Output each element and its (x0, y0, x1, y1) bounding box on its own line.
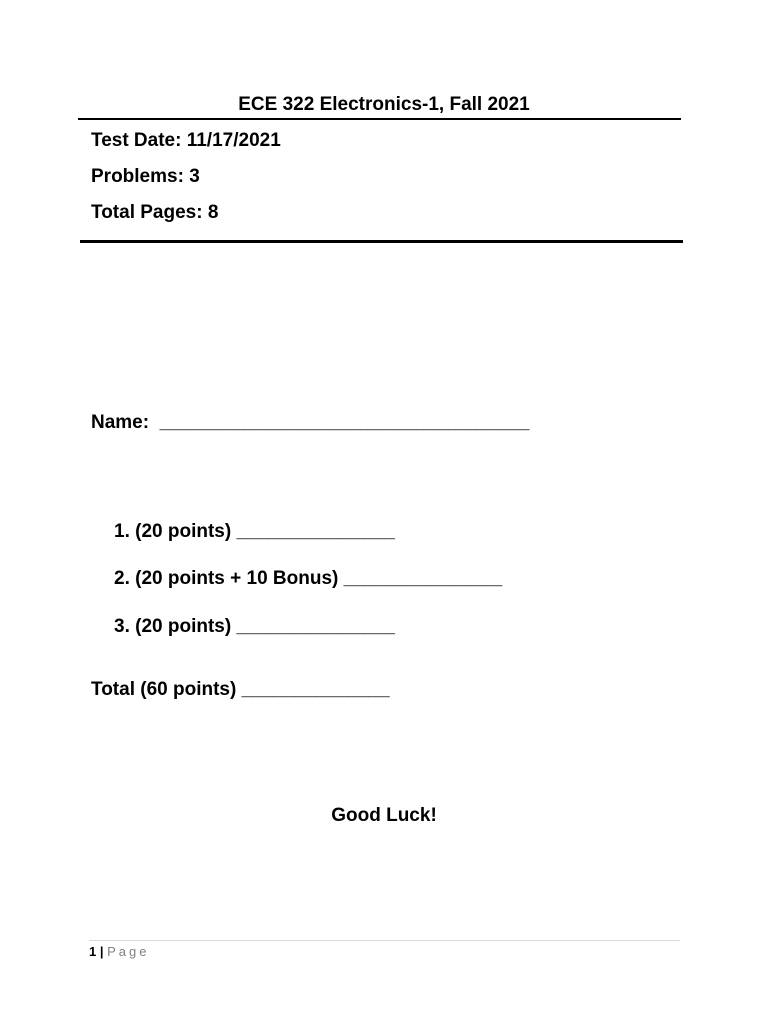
info-divider (80, 240, 683, 243)
document-title: ECE 322 Electronics-1, Fall 2021 (238, 94, 530, 115)
page-number: 1 (89, 944, 97, 959)
title-divider (78, 118, 681, 120)
score-line-3: 3. (20 points) _______________ (114, 616, 395, 637)
score-line-1: 1. (20 points) _______________ (114, 521, 395, 542)
total-score-line: Total (60 points) ______________ (91, 679, 390, 700)
problems-count: Problems: 3 (91, 166, 200, 187)
footer-divider (89, 940, 680, 941)
closing-message: Good Luck! (331, 805, 437, 826)
footer-separator: | (96, 944, 108, 959)
name-field: Name: ___________________________________ (91, 412, 530, 433)
page-label: Page (107, 944, 150, 959)
test-date: Test Date: 11/17/2021 (91, 130, 281, 151)
page-footer (89, 944, 149, 960)
score-line-2: 2. (20 points + 10 Bonus) _______________ (114, 568, 503, 589)
total-pages: Total Pages: 8 (91, 202, 219, 223)
